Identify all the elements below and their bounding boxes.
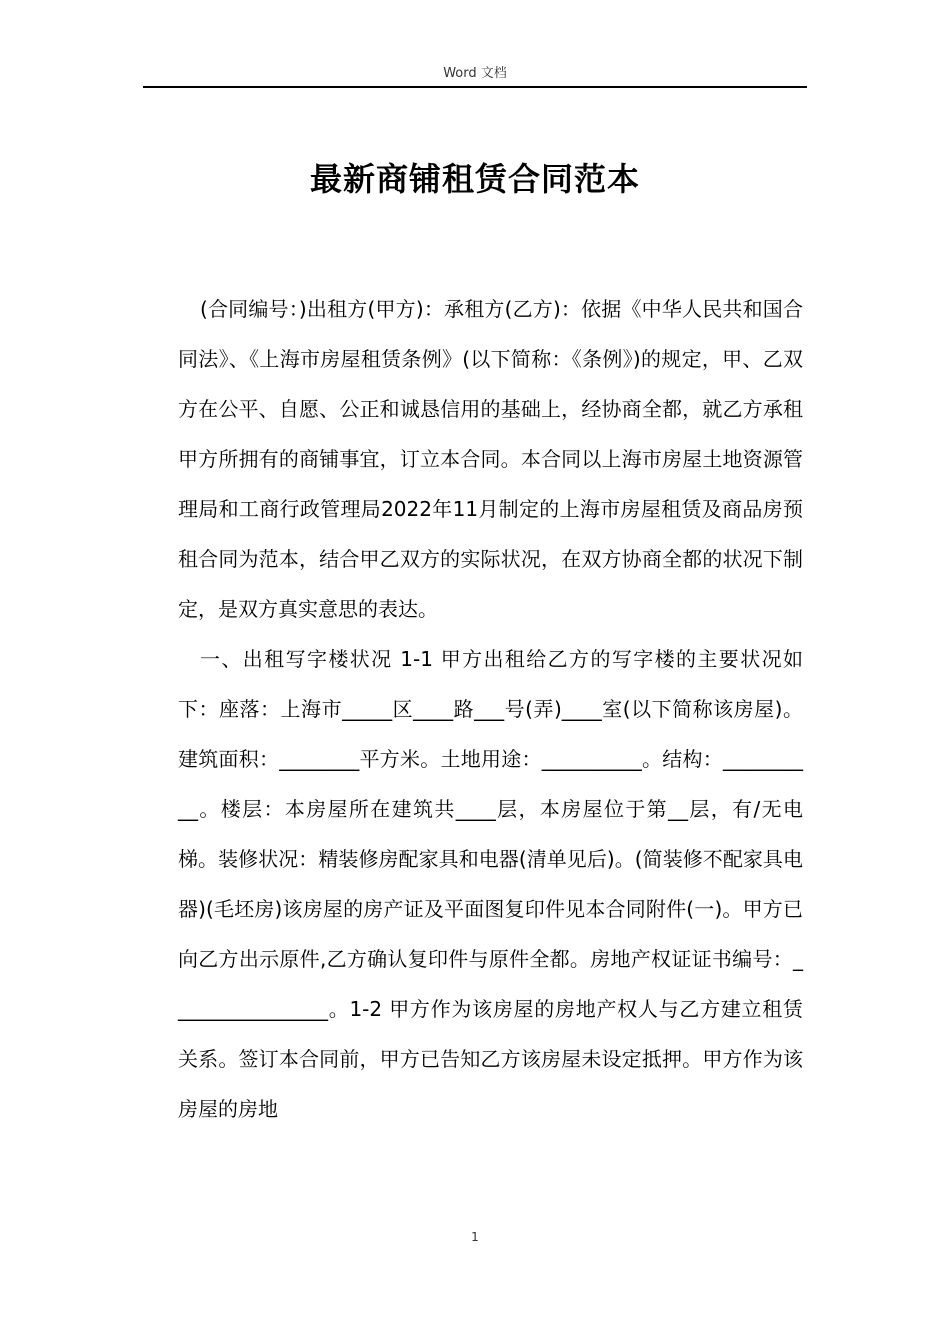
paragraph-preamble: (合同编号：)出租方(甲方)：承租方(乙方)：依据《中华人民共和国合同法》、《上海市房屋租赁条例》(以下简称：《条例》)的规定，甲、乙双方在公平、自愿、公正和诚恳信用的基础上，经协商全都，就乙方承租甲方所拥有的商铺事宜，订立本合同。本合同以上海市房屋土地资源管理局和工商行政管理局2022年11月制定的上海市房屋租赁及商品房预租合同为范本，结合甲乙双方的实际状况，在双方协商全都的状况下制定，是双方真实意思的表达。 [178,297,803,621]
header-divider [143,86,807,88]
document-body [178,284,803,1134]
page-header-label: Word 文档 [443,66,507,81]
paragraph-section-1: 一、出租写字楼状况 1-1 甲方出租给乙方的写字楼的主要状况如下：座落：上海市_____区____路___号(弄)____室(以下简称该房屋)。建筑面积：________平方米。土地用途：__________。结构：__________。楼层：本房屋所在建筑共____层，本房屋位于第__层，有/无电梯。装修状况：精装修房配家具和电器(清单见后)。(简装修不配家具电器)(毛坯房)该房屋的房产证及平面图复印件见本合同附件(一)。甲方已向乙方出示原件,乙方确认复印件与原件全都。房地产权证证书编号：________________。1-2 甲方作为该房屋的房地产权人与乙方建立租赁关系。签订本合同前，甲方已告知乙方该房屋未设定抵押。甲方作为该房屋的房地 [178,647,803,1121]
page-number: 1 [471,1230,479,1244]
document-title: 最新商铺租赁合同范本 [309,160,640,198]
